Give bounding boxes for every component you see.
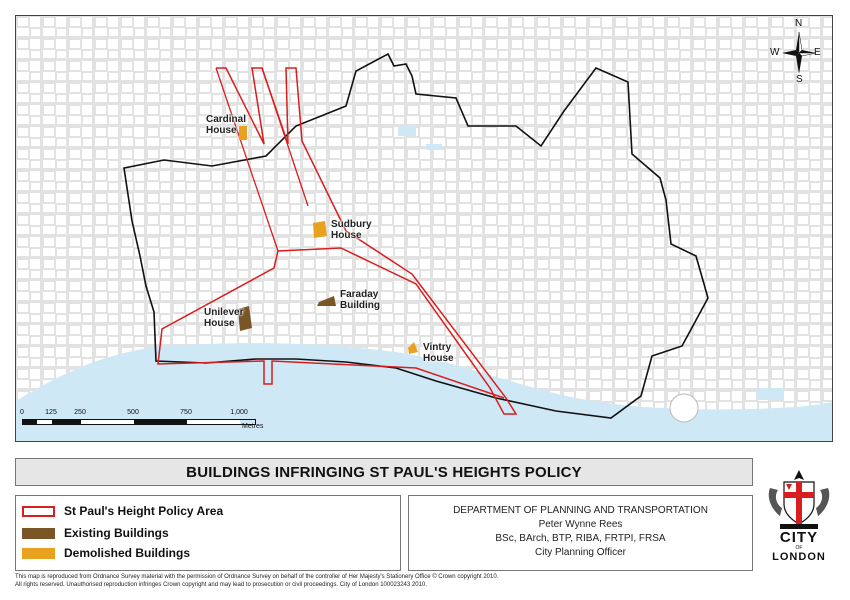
- legend: [15, 495, 401, 571]
- department-name: DEPARTMENT OF PLANNING AND TRANSPORTATION: [453, 505, 708, 516]
- legend-item-policy-area: [22, 504, 223, 518]
- cardinal-house-label: Cardinal House: [206, 114, 247, 136]
- department-info: [408, 495, 753, 571]
- city-of-london-logo: [762, 468, 836, 568]
- compass-s: S: [796, 74, 803, 85]
- logo-text-of: OF: [795, 545, 803, 551]
- vintry-house-label: Vintry House: [423, 342, 454, 364]
- officer-name: Peter Wynne Rees: [538, 519, 623, 530]
- scale-bar: [20, 409, 264, 435]
- coat-of-arms-icon: [762, 468, 836, 530]
- dock: [758, 388, 784, 400]
- map-canvas: [16, 16, 832, 441]
- logo-text-london: LONDON: [772, 551, 826, 563]
- compass-w: W: [770, 47, 780, 58]
- scale-tick: 250: [74, 409, 86, 416]
- legend-item-demolished: [22, 546, 190, 560]
- legend-item-existing: [22, 526, 169, 540]
- scale-tick: 500: [127, 409, 139, 416]
- scale-tick: 125: [45, 409, 57, 416]
- scale-tick: 1,000: [230, 409, 248, 416]
- legend-swatch-fill: [22, 528, 55, 539]
- map-panel[interactable]: [15, 15, 833, 442]
- legend-swatch-outline: [22, 506, 55, 517]
- tower-of-london: [670, 394, 698, 422]
- legend-label: Existing Buildings: [64, 526, 169, 540]
- scale-tick: 750: [180, 409, 192, 416]
- copyright-line: All rights reserved. Unauthorised reproduction infringes Crown copyright and may lead to prosecution or civil proceedings. City of London 100023243 2010.: [15, 582, 427, 588]
- copyright-line: This map is reproduced from Ordnance Survey material with the permission of Ordnance Survey on behalf of the controller of Her Majesty's Stationery Office © Crown copyright 2010.: [15, 574, 499, 580]
- legend-swatch-fill: [22, 548, 55, 559]
- officer-role: City Planning Officer: [535, 547, 626, 558]
- legend-label: St Paul's Height Policy Area: [64, 504, 224, 518]
- map-title: BUILDINGS INFRINGING ST PAUL'S HEIGHTS POLICY: [186, 463, 582, 481]
- north-arrow: [770, 18, 824, 85]
- legend-label: Demolished Buildings: [64, 546, 191, 560]
- scale-tick: 0: [20, 409, 24, 416]
- map-title-bar: [15, 458, 753, 486]
- scale-units: Metres: [242, 423, 264, 430]
- pond: [426, 144, 442, 150]
- sudbury-house-shape: [313, 221, 327, 238]
- faraday-building-label: Faraday Building: [340, 289, 380, 311]
- sudbury-house-label: Sudbury House: [331, 219, 372, 241]
- scale-bar-segments: [22, 419, 256, 425]
- compass-n: N: [795, 18, 803, 29]
- copyright-notice: [15, 573, 835, 589]
- logo-text-city: CITY: [779, 529, 819, 546]
- pond: [398, 126, 416, 136]
- unilever-house-label: Unilever House: [204, 307, 244, 329]
- officer-qualifications: BSc, BArch, BTP, RIBA, FRTPI, FRSA: [495, 533, 666, 544]
- compass-e: E: [814, 47, 821, 58]
